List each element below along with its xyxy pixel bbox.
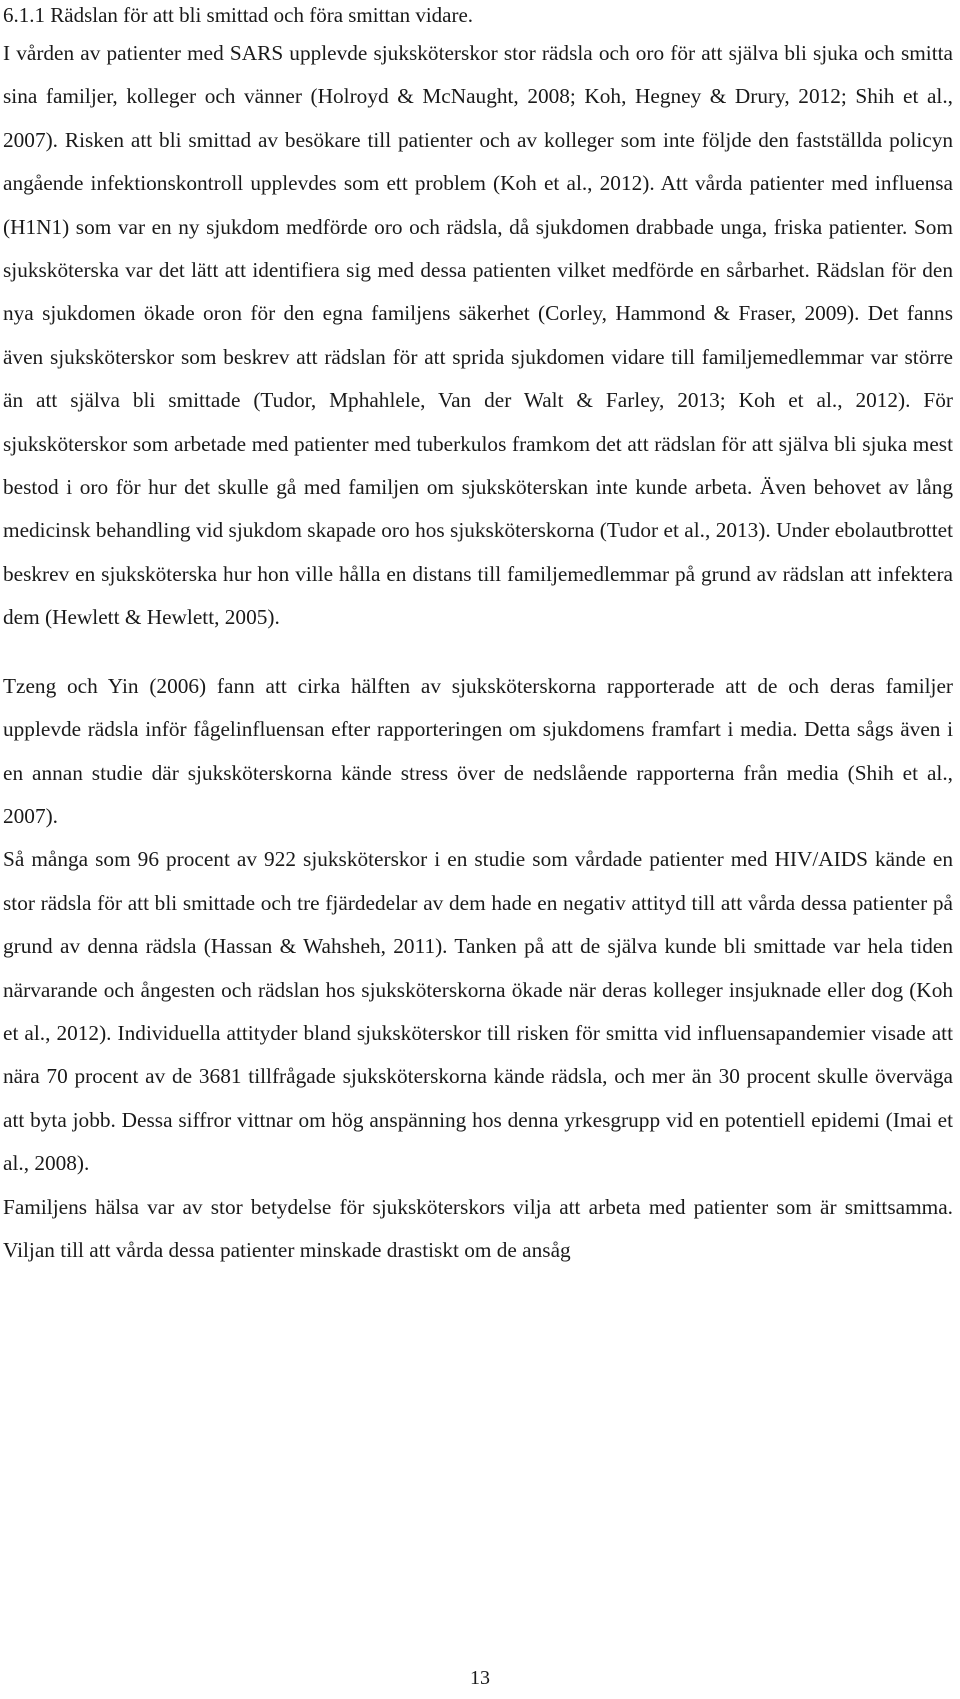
paragraph-family-health: Familjens hälsa var av stor betydelse för sjuksköterskors vilja att arbeta med patienter som är smittsamma. Viljan till att vårda dessa patienter minskade drastiskt om de ansåg <box>3 1194 953 1262</box>
section-heading: 6.1.1 Rädslan för att bli smittad och föra smittan vidare. <box>3 3 474 27</box>
document-page <box>3 0 953 1272</box>
paragraph-hiv-aids-fear: Så många som 96 procent av 922 sjuksköterskor i en studie som vårdade patienter med HIV/AIDS kände en stor rädsla för att bli smittade och tre fjärdedelar av dem hade en negativ attityd till att vårda dessa patienter på grund av denna rädsla (Hassan & Wahsheh, 2011). Tanken på att de själva kunde bli smittade var hela tiden närvarande och ångesten och rädslan hos sjuksköterskorna ökade när deras kolleger insjuknade eller dog (Koh et al., 2012). Individuella attityder bland sjuksköterskor till risken för smitta vid influensapandemier visade att nära 70 procent av de 3681 tillfrågade sjuksköterskorna kände rädsla, och mer än 30 procent skulle överväga att byta jobb. Dessa siffror vittnar om hög anspänning hos denna yrkesgrupp vid en potentiell epidemi (Imai et al., 2008). <box>3 847 953 1176</box>
paragraph-media-reports: Tzeng och Yin (2006) fann att cirka hälften av sjuksköterskorna rapporterade att de och deras familjer upplevde rädsla inför fågelinfluensan efter rapporteringen om sjukdomens framfart i media. Detta sågs även i en annan studie där sjuksköterskorna kände stress över de nedslående rapporterna från media (Shih et al., 2007). <box>3 673 953 828</box>
page-number: 13 <box>470 1667 490 1689</box>
paragraph-fear-of-infection: I vården av patienter med SARS upplevde sjuksköterskor stor rädsla och oro för att själva bli sjuka och smitta sina familjer, kolleger och vänner (Holroyd & McNaught, 2008; Koh, Hegney & Drury, 2012; Shih et al., 2007). Risken att bli smittad av besökare till patienter och av kolleger som inte följde den fastställda policyn angående infektionskontroll upplevdes som ett problem (Koh et al., 2012). Att vårda patienter med influensa (H1N1) som var en ny sjukdom medförde oro och rädsla, då sjukdomen drabbade unga, friska patienter. Som sjuksköterska var det lätt att identifiera sig med dessa patienten vilket medförde en sårbarhet. Rädslan för den nya sjukdomen ökade oron för den egna familjens säkerhet (Corley, Hammond & Fraser, 2009). Det fanns även sjuksköterskor som beskrev att rädslan för att sprida sjukdomen vidare till familjemedlemmar var större än att själva bli smittade (Tudor, Mphahlele, Van der Walt & Farley, 2013; Koh et al., 2012). För sjuksköterskor som arbetade med patienter med tuberkulos framkom det att rädslan för att själva bli sjuka mest bestod i oro för hur det skulle gå med familjen om sjuksköterskan inte kunde arbeta. Även behovet av lång medicinsk behandling vid sjukdom skapade oro hos sjuksköterskorna (Tudor et al., 2013). Under ebolautbrottet beskrev en sjuksköterska hur hon ville hålla en distans till familjemedlemmar på grund av rädslan att infektera dem (Hewlett & Hewlett, 2005). <box>3 41 953 630</box>
